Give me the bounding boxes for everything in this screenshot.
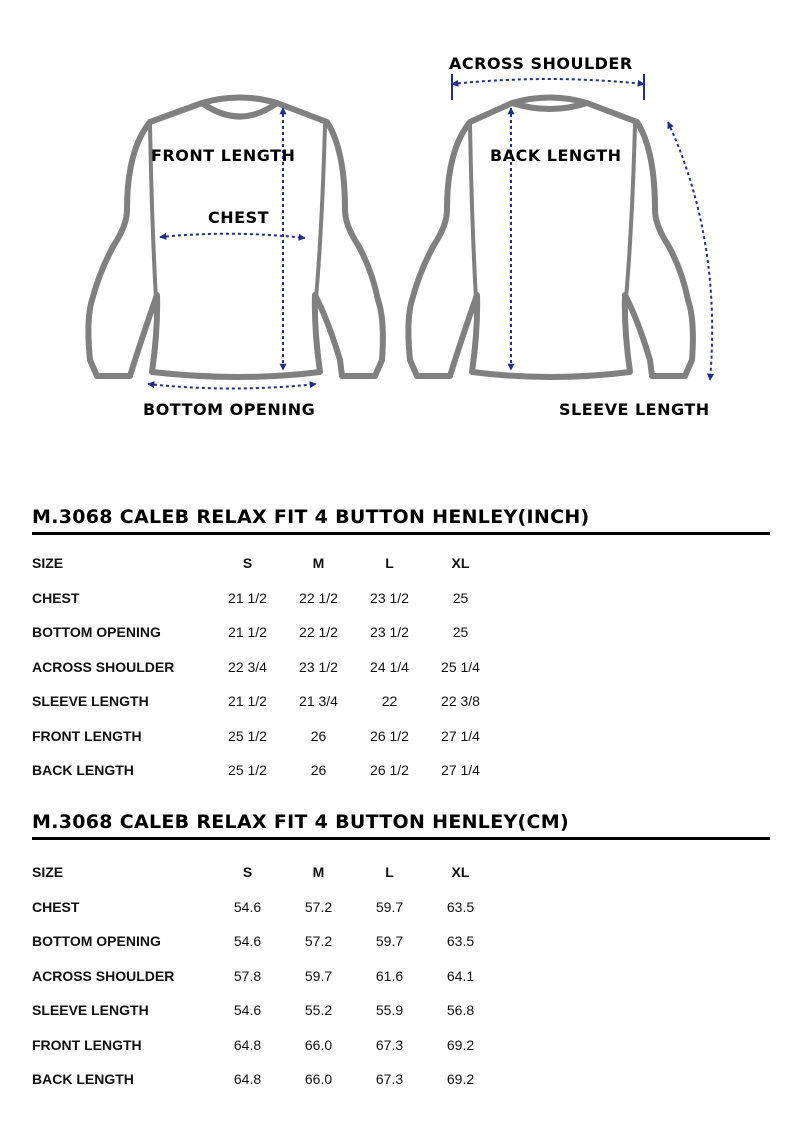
row-label: CHEST bbox=[32, 589, 80, 606]
cm-table-divider bbox=[32, 837, 770, 840]
header-cell: XL bbox=[451, 864, 470, 881]
row-label: BOTTOM OPENING bbox=[32, 933, 161, 950]
table-row bbox=[32, 615, 496, 650]
header-cell: S bbox=[242, 555, 253, 572]
table-cell: 25 1/2 bbox=[228, 727, 267, 744]
table-row bbox=[32, 924, 496, 959]
cm-size-table bbox=[32, 855, 496, 1097]
table-cell: 22 3/4 bbox=[228, 658, 267, 675]
table-cell: 25 1/4 bbox=[441, 658, 480, 675]
row-label: BACK LENGTH bbox=[32, 762, 134, 779]
header-cell: M bbox=[312, 555, 325, 572]
table-header-row bbox=[32, 546, 496, 581]
table-row bbox=[32, 719, 496, 754]
table-cell: 24 1/4 bbox=[370, 658, 409, 675]
table-cell: 26 bbox=[310, 762, 327, 779]
table-cell: 26 bbox=[310, 727, 327, 744]
row-label: BOTTOM OPENING bbox=[32, 624, 161, 641]
table-cell: 27 1/4 bbox=[441, 762, 480, 779]
bottom-opening-arrow bbox=[148, 384, 316, 389]
table-cell: 63.5 bbox=[446, 898, 475, 915]
table-row bbox=[32, 890, 496, 925]
table-row bbox=[32, 753, 496, 788]
inch-table-divider bbox=[32, 532, 770, 535]
table-cell: 56.8 bbox=[446, 1002, 475, 1019]
table-cell: 21 1/2 bbox=[228, 624, 267, 641]
bottom-opening-label: BOTTOM OPENING bbox=[143, 400, 316, 419]
table-cell: 59.7 bbox=[375, 898, 404, 915]
cm-table-title: M.3068 CALEB RELAX FIT 4 BUTTON HENLEY(CM) bbox=[32, 811, 569, 833]
table-cell: 66.0 bbox=[304, 1071, 333, 1088]
table-cell: 21 1/2 bbox=[228, 693, 267, 710]
table-cell: 22 1/2 bbox=[299, 589, 338, 606]
table-cell: 25 bbox=[452, 589, 469, 606]
table-cell: 59.7 bbox=[375, 933, 404, 950]
table-cell: 25 bbox=[452, 624, 469, 641]
table-cell: 22 bbox=[381, 693, 398, 710]
header-cell: SIZE bbox=[32, 555, 64, 572]
table-cell: 57.8 bbox=[233, 967, 262, 984]
table-cell: 61.6 bbox=[375, 967, 404, 984]
table-cell: 54.6 bbox=[233, 1002, 262, 1019]
table-cell: 21 3/4 bbox=[299, 693, 338, 710]
table-cell: 23 1/2 bbox=[370, 624, 409, 641]
table-row bbox=[32, 1028, 496, 1063]
table-row bbox=[32, 650, 496, 685]
across-shoulder-label: ACROSS SHOULDER bbox=[449, 54, 633, 73]
sleeve-length-label: SLEEVE LENGTH bbox=[559, 400, 710, 419]
table-cell: 21 1/2 bbox=[228, 589, 267, 606]
table-row bbox=[32, 684, 496, 719]
table-cell: 27 1/4 bbox=[441, 727, 480, 744]
table-cell: 64.1 bbox=[446, 967, 475, 984]
header-cell: S bbox=[242, 864, 253, 881]
table-cell: 54.6 bbox=[233, 933, 262, 950]
table-cell: 22 1/2 bbox=[299, 624, 338, 641]
table-cell: 67.3 bbox=[375, 1036, 404, 1053]
row-label: ACROSS SHOULDER bbox=[32, 658, 175, 675]
table-cell: 22 3/8 bbox=[441, 693, 480, 710]
table-cell: 69.2 bbox=[446, 1036, 475, 1053]
row-label: SLEEVE LENGTH bbox=[32, 1002, 149, 1019]
table-cell: 23 1/2 bbox=[370, 589, 409, 606]
table-cell: 59.7 bbox=[304, 967, 333, 984]
row-label: SLEEVE LENGTH bbox=[32, 693, 149, 710]
table-cell: 66.0 bbox=[304, 1036, 333, 1053]
back-length-label: BACK LENGTH bbox=[490, 146, 622, 165]
across-shoulder-arrow bbox=[452, 79, 644, 84]
row-label: CHEST bbox=[32, 898, 80, 915]
table-row bbox=[32, 1062, 496, 1097]
table-row bbox=[32, 581, 496, 616]
row-label: FRONT LENGTH bbox=[32, 727, 142, 744]
garment-measurement-diagram bbox=[0, 0, 801, 440]
table-cell: 25 1/2 bbox=[228, 762, 267, 779]
header-cell: M bbox=[312, 864, 325, 881]
inch-table-title: M.3068 CALEB RELAX FIT 4 BUTTON HENLEY(INCH) bbox=[32, 506, 590, 528]
table-cell: 64.8 bbox=[233, 1071, 262, 1088]
table-cell: 55.9 bbox=[375, 1002, 404, 1019]
inch-size-table bbox=[32, 546, 496, 788]
back-view-sweater bbox=[408, 98, 693, 378]
table-header-row bbox=[32, 855, 496, 890]
front-length-label: FRONT LENGTH bbox=[151, 146, 296, 165]
table-cell: 63.5 bbox=[446, 933, 475, 950]
table-cell: 54.6 bbox=[233, 898, 262, 915]
row-label: FRONT LENGTH bbox=[32, 1036, 142, 1053]
table-cell: 55.2 bbox=[304, 1002, 333, 1019]
header-cell: L bbox=[385, 864, 394, 881]
table-cell: 23 1/2 bbox=[299, 658, 338, 675]
table-cell: 57.2 bbox=[304, 898, 333, 915]
table-cell: 26 1/2 bbox=[370, 762, 409, 779]
table-cell: 64.8 bbox=[233, 1036, 262, 1053]
table-cell: 26 1/2 bbox=[370, 727, 409, 744]
table-row bbox=[32, 959, 496, 994]
row-label: BACK LENGTH bbox=[32, 1071, 134, 1088]
table-cell: 69.2 bbox=[446, 1071, 475, 1088]
front-view-sweater bbox=[88, 98, 383, 378]
chest-label: CHEST bbox=[208, 208, 269, 227]
header-cell: L bbox=[385, 555, 394, 572]
table-cell: 67.3 bbox=[375, 1071, 404, 1088]
header-cell: XL bbox=[451, 555, 470, 572]
table-row bbox=[32, 993, 496, 1028]
row-label: ACROSS SHOULDER bbox=[32, 967, 175, 984]
table-cell: 57.2 bbox=[304, 933, 333, 950]
header-cell: SIZE bbox=[32, 864, 64, 881]
